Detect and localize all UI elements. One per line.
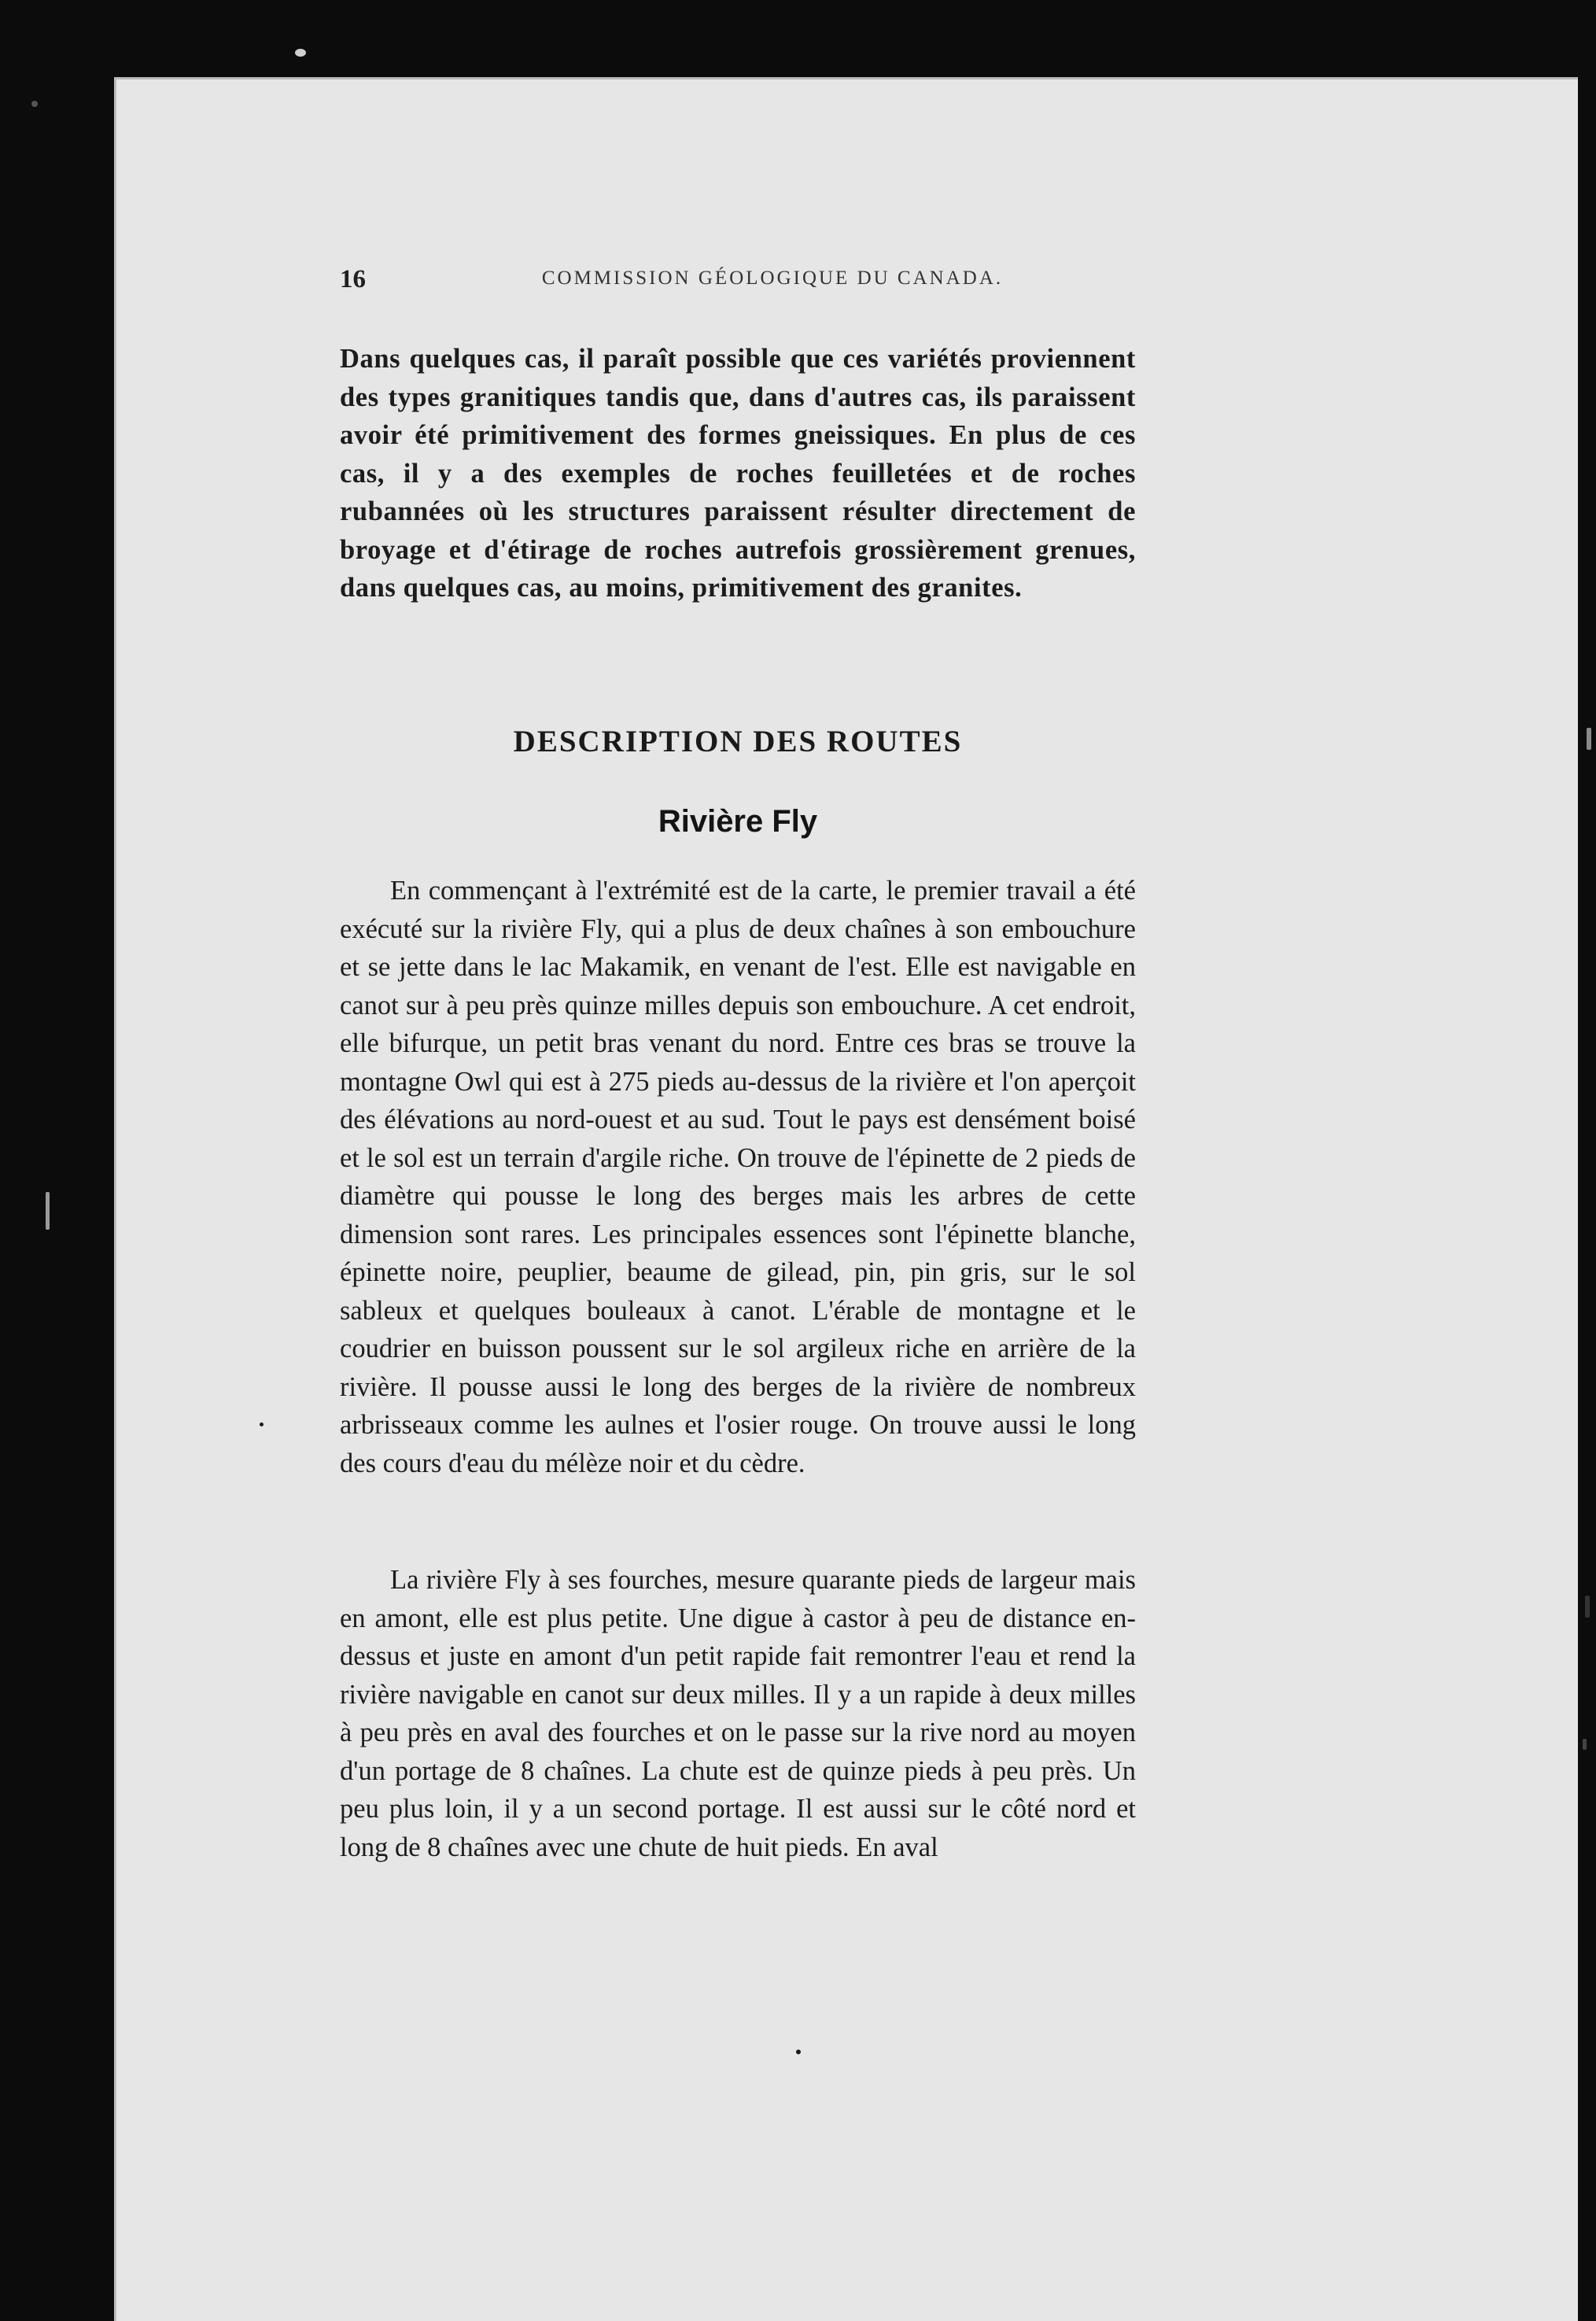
scan-speck: [1587, 728, 1591, 750]
scan-speck: [260, 1422, 264, 1426]
page-number: 16: [340, 265, 366, 293]
scan-speck: [796, 2050, 801, 2054]
paragraph-1: Dans quelques cas, il paraît possible que ces variétés proviennent des types granitiques tandis que, dans d'autres cas, ils paraissent avoir été primitivement des formes gneissiques. En plus de ces cas, il y a des exemples de roches feuilletées et de roches rubannées où les structures paraissent résulter directement de broyage et d'étirage de roches autrefois grossièrement grenues, dans quelques cas, au moins, primitivement des granites.: [340, 344, 1136, 603]
scan-speck: [46, 1192, 50, 1230]
scan-speck: [1583, 1739, 1587, 1750]
paragraph-3: La rivière Fly à ses fourches, mesure quarante pieds de largeur mais en amont, elle est plus petite. Une digue à castor à peu de distance en-dessus et juste en amont d'un petit rapide fait remontrer l'eau et rend la rivière navigable en canot sur deux milles. Il y a un rapide à deux milles à peu près en aval des fourches et on le passe sur la rive nord au moyen d'un portage de 8 chaînes. La chute est de quinze pieds à peu près. Un peu plus loin, il y a un second portage. Il est aussi sur le côté nord et long de 8 chaînes avec une chute de huit pieds. En aval: [340, 1565, 1136, 1862]
scan-speck: [31, 101, 38, 107]
scan-speck: [1585, 1596, 1590, 1618]
paragraph-2: En commençant à l'extrémité est de la carte, le premier travail a été exécuté sur la rivière Fly, qui a plus de deux chaînes à son embouchure et se jette dans le lac Makamik, en venant de l'est. Elle est navigable en canot sur à peu près quinze milles depuis son embouchure. A cet endroit, elle bifurque, un petit bras venant du nord. Entre ces bras se trouve la montagne Owl qui est à 275 pieds au-dessus de la rivière et l'on aperçoit des élévations au nord-ouest et au sud. Tout le pays est densément boisé et le sol est un terrain d'argile riche. On trouve de l'épinette de 2 pieds de diamètre qui pousse le long des berges mais les arbres de cette dimension sont rares. Les principales essences sont l'épinette blanche, épinette noire, peuplier, beaume de gilead, pin, pin gris, sur le sol sableux et quelques bouleaux à canot. L'érable de montagne et le coudrier en buisson poussent sur le sol argileux riche en arrière de la rivière. Il pousse aussi le long des berges de la rivière de nombreux arbrisseaux comme les aulnes et l'osier rouge. On trouve aussi le long des cours d'eau du mélèze noir et du cèdre.: [340, 876, 1136, 1478]
section-heading: DESCRIPTION DES ROUTES: [513, 725, 963, 758]
subheading: Rivière Fly: [658, 804, 818, 839]
scan-speck: [295, 49, 306, 57]
running-head: COMMISSION GÉOLOGIQUE DU CANADA.: [541, 268, 1004, 289]
page-header: [340, 265, 1136, 300]
